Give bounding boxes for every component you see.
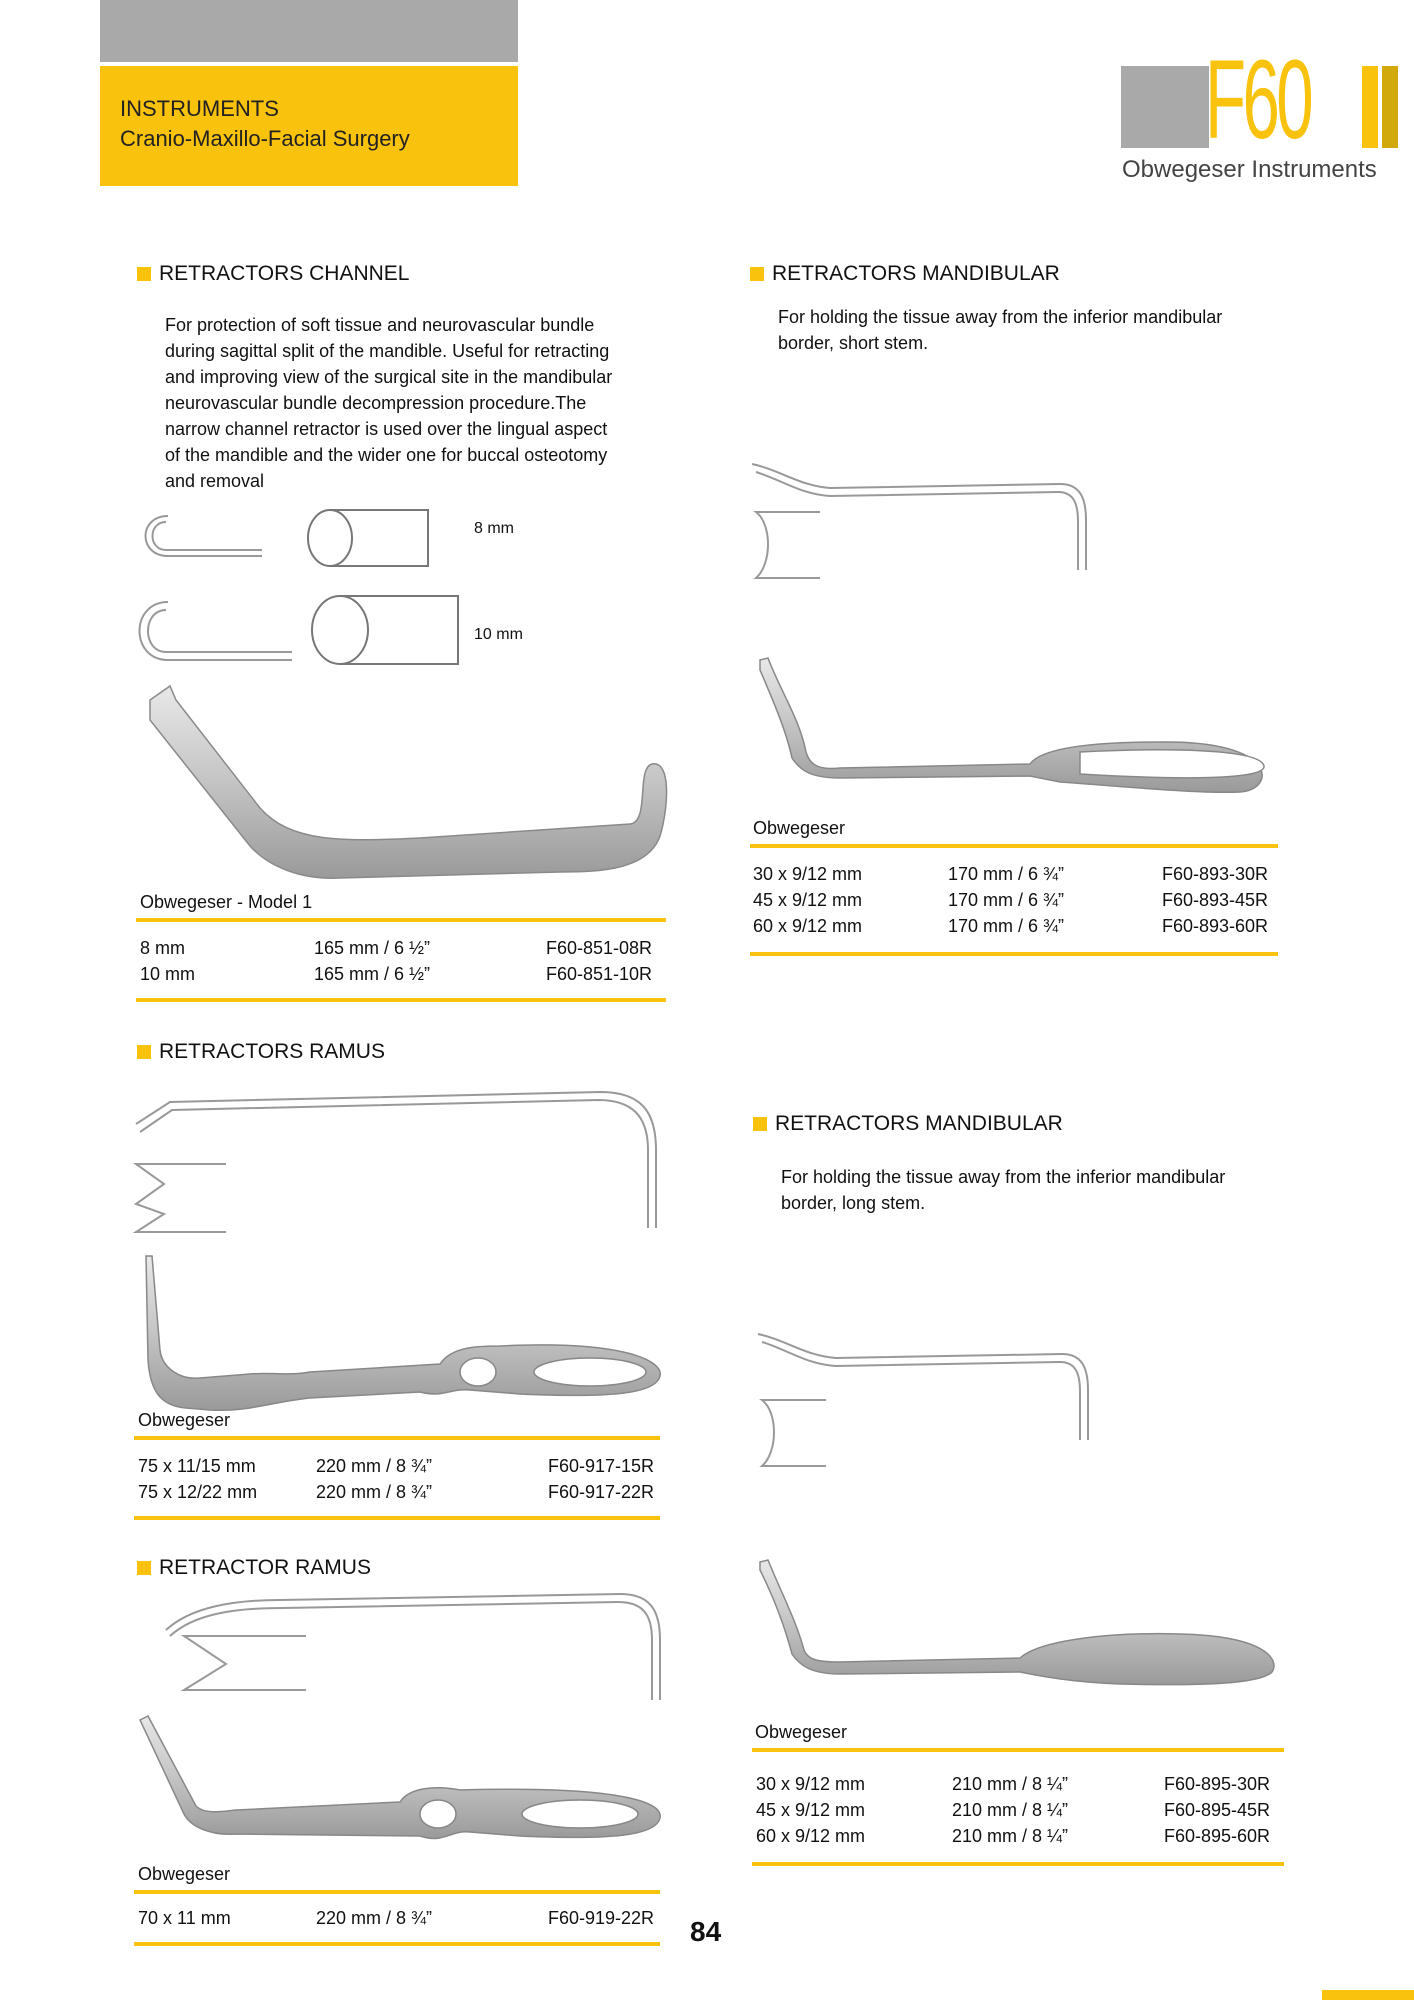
category-title: INSTRUMENTS xyxy=(120,96,279,121)
mandibular-short-row-length: 170 mm / 6 ¾” xyxy=(948,890,1065,910)
code-gray-block xyxy=(1121,66,1209,148)
ramus-row-code: F60-917-22R xyxy=(548,1482,655,1502)
mandibular-long-row-length: 210 mm / 8 ¼” xyxy=(952,1800,1069,1820)
mandibular-short-description xyxy=(778,304,1338,356)
ramus-rule-bottom xyxy=(134,1516,660,1520)
page-number: 84 xyxy=(690,1916,722,1947)
desc-line: during sagittal split of the mandible. Useful for retracting xyxy=(165,341,610,361)
ramus-single-rule-top xyxy=(134,1890,660,1894)
channel-row-length: 165 mm / 6 ½” xyxy=(314,964,431,984)
mandibular-short-model: Obwegeser xyxy=(753,818,846,838)
ramus-row-length: 220 mm / 8 ¾” xyxy=(316,1482,433,1502)
category-subtitle: Cranio-Maxillo-Facial Surgery xyxy=(120,126,410,151)
mandibular-short-rule-bottom xyxy=(750,952,1278,956)
channel-8mm-profile-inner xyxy=(153,522,263,550)
mandibular-short-heading xyxy=(750,262,1060,286)
mandibular-long-row-code: F60-895-45R xyxy=(1164,1800,1271,1820)
mandibular-long-rule-top xyxy=(752,1748,1284,1752)
heading-marker-icon xyxy=(137,267,151,281)
desc-line: For holding the tissue away from the inferior mandibular xyxy=(778,307,1223,327)
ramus-rule-top xyxy=(134,1436,660,1440)
ramus-single-row-size: 70 x 11 mm xyxy=(138,1908,231,1928)
mandibular-short-title: RETRACTORS MANDIBULAR xyxy=(772,262,1060,285)
instrument-group-title: Obwegeser Instruments xyxy=(1122,156,1377,183)
mandibular-short-row-size: 45 x 9/12 mm xyxy=(753,890,863,910)
ramus-single-row-length: 220 mm / 8 ¾” xyxy=(316,1908,433,1928)
ramus-row-length: 220 mm / 8 ¾” xyxy=(316,1456,433,1476)
heading-marker-icon xyxy=(137,1045,151,1059)
ramus-single-rule-bottom xyxy=(134,1942,660,1946)
ramus-model: Obwegeser xyxy=(138,1410,231,1430)
mandibular-long-heading xyxy=(753,1112,1063,1136)
heading-marker-icon xyxy=(753,1117,767,1131)
desc-line: neurovascular bundle decompression procedure.The xyxy=(165,393,587,413)
mandibular-short-row-size: 60 x 9/12 mm xyxy=(753,916,863,936)
channel-description xyxy=(165,312,685,494)
channel-row-length: 165 mm / 6 ½” xyxy=(314,938,431,958)
ramus-row-size: 75 x 12/22 mm xyxy=(138,1482,258,1502)
mandibular-long-row-size: 45 x 9/12 mm xyxy=(756,1800,866,1820)
mandibular-short-row-code: F60-893-60R xyxy=(1162,916,1269,936)
code-bar-accent xyxy=(1362,66,1378,148)
mandibular-long-row-code: F60-895-60R xyxy=(1164,1826,1271,1846)
mandibular-long-row-code: F60-895-30R xyxy=(1164,1774,1271,1794)
channel-title: RETRACTORS CHANNEL xyxy=(159,262,410,285)
desc-line: border, long stem. xyxy=(781,1193,926,1213)
mandibular-short-rule-top xyxy=(750,844,1278,848)
ramus-heading xyxy=(137,1040,385,1064)
ramus-title: RETRACTORS RAMUS xyxy=(159,1040,385,1063)
channel-10mm-profile-inner xyxy=(148,610,292,652)
desc-line: and improving view of the surgical site in the mandibular xyxy=(165,367,613,387)
mandibular-long-model: Obwegeser xyxy=(755,1722,848,1742)
ramus-single-model: Obwegeser xyxy=(138,1864,231,1884)
mandibular-short-row-length: 170 mm / 6 ¾” xyxy=(948,916,1065,936)
channel-row-size: 10 mm xyxy=(140,964,196,984)
desc-line: For protection of soft tissue and neurovascular bundle xyxy=(165,315,595,335)
channel-heading xyxy=(137,262,409,286)
mandibular-long-rule-bottom xyxy=(752,1862,1284,1866)
heading-marker-icon xyxy=(750,267,764,281)
ramus-single-row-code: F60-919-22R xyxy=(548,1908,655,1928)
channel-rule-bottom xyxy=(136,998,666,1002)
mandibular-long-row-size: 30 x 9/12 mm xyxy=(756,1774,866,1794)
channel-row-code: F60-851-08R xyxy=(546,938,653,958)
ramus-row-size: 75 x 11/15 mm xyxy=(138,1456,256,1476)
mandibular-short-row-length: 170 mm / 6 ¾” xyxy=(948,864,1065,884)
width-label-10mm: 10 mm xyxy=(474,626,523,643)
section-code: F60 xyxy=(1205,37,1310,162)
corner-accent xyxy=(1322,1990,1414,2000)
channel-row-code: F60-851-10R xyxy=(546,964,653,984)
header-gray-band xyxy=(100,0,518,62)
desc-line: and removal xyxy=(165,471,265,491)
mandibular-long-description xyxy=(781,1164,1341,1216)
channel-model: Obwegeser - Model 1 xyxy=(140,892,313,912)
mandibular-long-row-size: 60 x 9/12 mm xyxy=(756,1826,866,1846)
desc-line: For holding the tissue away from the inferior mandibular xyxy=(781,1167,1226,1187)
mandibular-short-row-size: 30 x 9/12 mm xyxy=(753,864,863,884)
mandibular-short-row-code: F60-893-30R xyxy=(1162,864,1269,884)
ramus-single-heading xyxy=(137,1556,371,1580)
desc-line: of the mandible and the wider one for buccal osteotomy xyxy=(165,445,608,465)
mandibular-long-title: RETRACTORS MANDIBULAR xyxy=(775,1112,1063,1135)
mandibular-long-drawings xyxy=(0,0,1,1)
mandibular-long-row-length: 210 mm / 8 ¼” xyxy=(952,1826,1069,1846)
desc-line: border, short stem. xyxy=(778,333,929,353)
channel-rule-top xyxy=(136,918,666,922)
channel-row-size: 8 mm xyxy=(140,938,185,958)
code-bar-dark xyxy=(1382,66,1398,148)
desc-line: narrow channel retractor is used over the lingual aspect xyxy=(165,419,608,439)
mandibular-long-row-length: 210 mm / 8 ¼” xyxy=(952,1774,1069,1794)
ramus-single-title: RETRACTOR RAMUS xyxy=(159,1556,371,1579)
channel-10mm-blade xyxy=(340,596,458,664)
heading-marker-icon xyxy=(137,1561,151,1575)
width-label-8mm: 8 mm xyxy=(474,520,514,537)
mandibular-short-row-code: F60-893-45R xyxy=(1162,890,1269,910)
ramus-row-code: F60-917-15R xyxy=(548,1456,655,1476)
